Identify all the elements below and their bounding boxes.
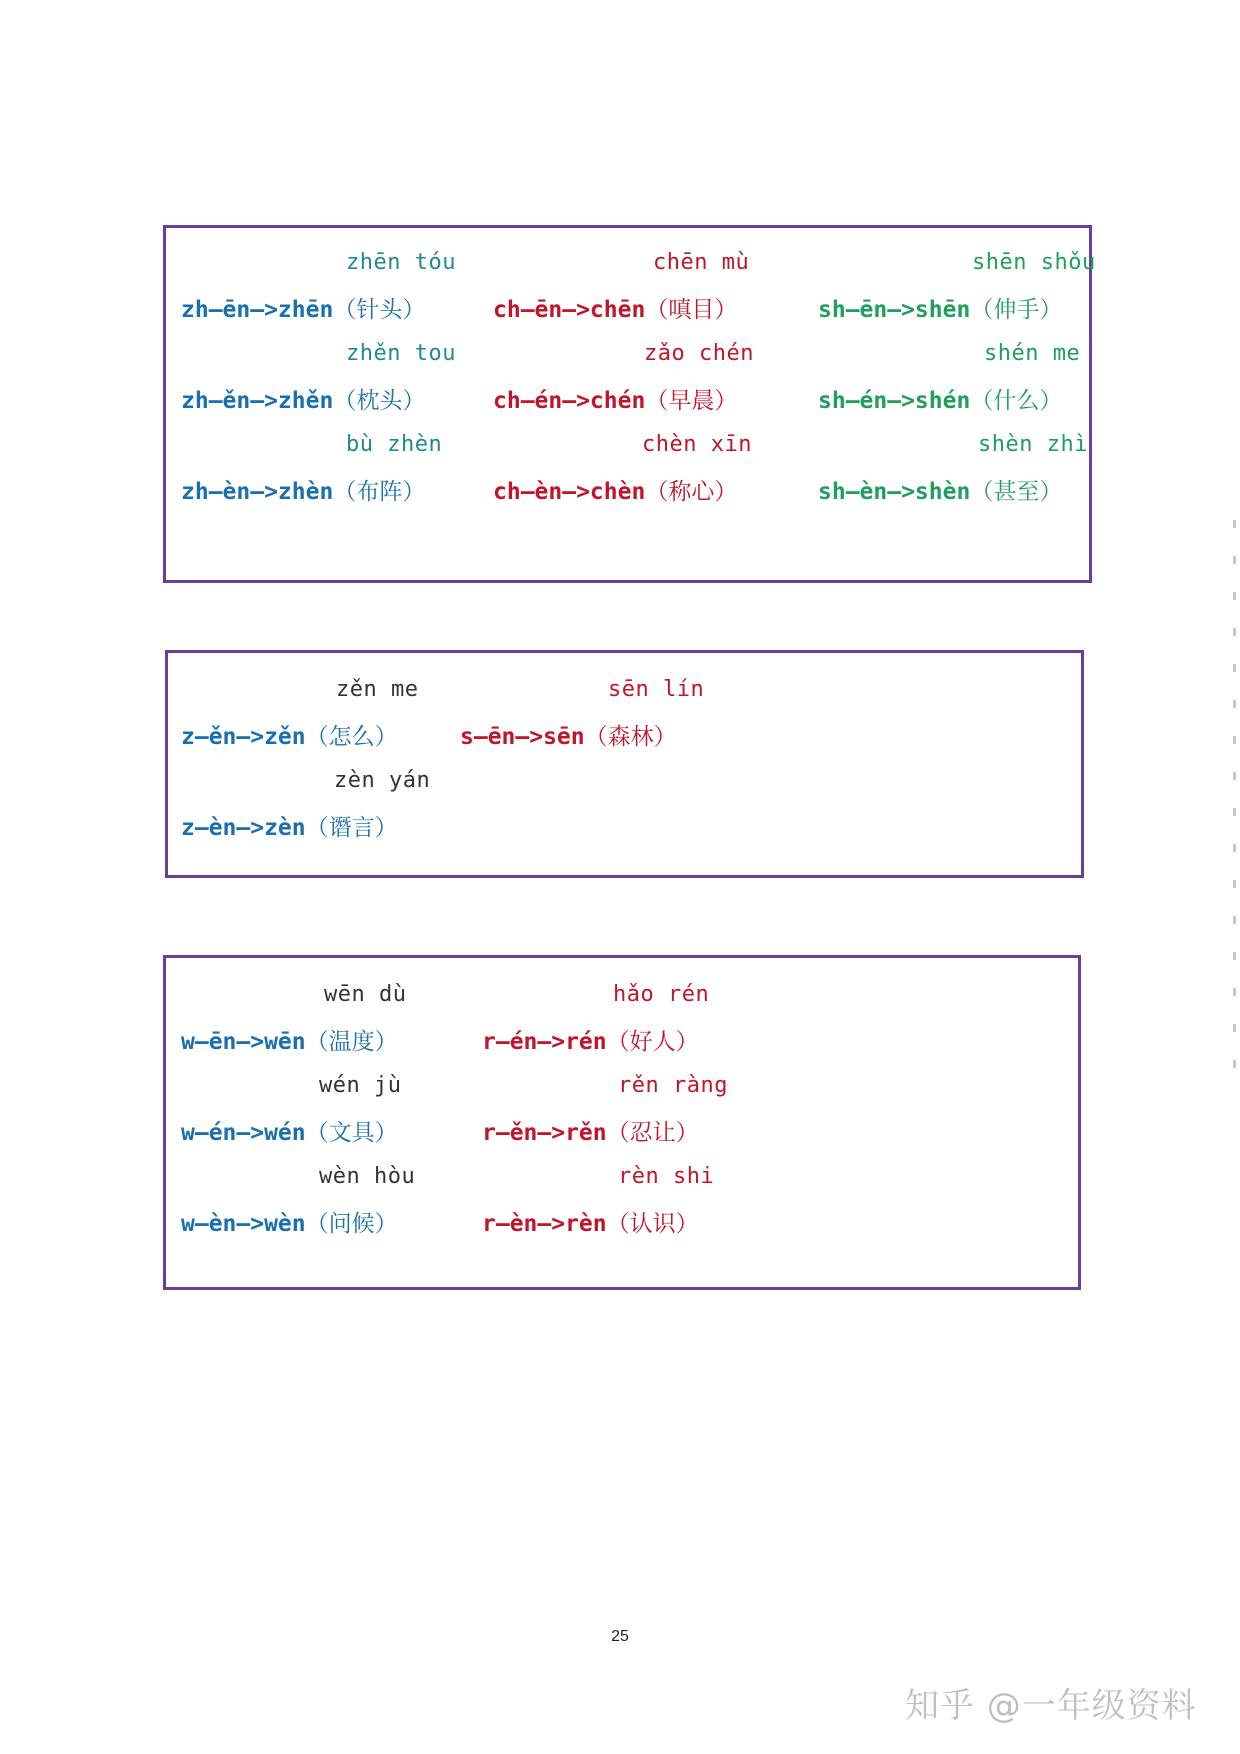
hanzi-word: （什么） [970, 388, 1063, 414]
spelling-word [818, 291, 1062, 324]
spelling-word [181, 382, 425, 415]
spelling-rule: zh—ēn—>zhēn [181, 297, 334, 323]
hanzi-word: （枕头） [333, 388, 426, 414]
pinyin-label: zhěn tou [346, 341, 456, 366]
spelling-word [818, 382, 1062, 415]
pinyin-label: bù zhèn [346, 432, 443, 457]
spelling-word [181, 473, 425, 506]
pinyin-box-z-s [165, 650, 1084, 878]
spelling-word [482, 1023, 699, 1056]
hanzi-word: （布阵） [333, 479, 426, 505]
page-number: 25 [611, 1628, 629, 1645]
hanzi-word: （嗔目） [645, 297, 738, 323]
spelling-rule: w—èn—>wèn [181, 1211, 306, 1237]
spelling-word [181, 1205, 398, 1238]
spelling-rule: zh—èn—>zhèn [181, 479, 334, 505]
hanzi-word: （认识） [606, 1211, 699, 1237]
spelling-word [460, 718, 677, 751]
watermark: 知乎 @一年级资料 [905, 1686, 1197, 1726]
spelling-rule: ch—ēn—>chēn [493, 297, 646, 323]
spelling-rule: w—én—>wén [181, 1120, 306, 1146]
spelling-word [493, 473, 737, 506]
hanzi-word: （忍让） [606, 1120, 699, 1146]
spelling-word [493, 382, 737, 415]
spelling-rule: sh—ēn—>shēn [818, 297, 971, 323]
spelling-word [181, 1023, 398, 1056]
hanzi-word: （好人） [606, 1029, 699, 1055]
pinyin-label: zhēn tóu [346, 250, 456, 275]
hanzi-word: （称心） [645, 479, 738, 505]
scan-edge-marks [1233, 520, 1236, 1080]
pinyin-label: zěn me [336, 677, 419, 702]
pinyin-label: shén me [984, 341, 1081, 366]
pinyin-box-w-r [163, 955, 1081, 1290]
spelling-word [181, 809, 398, 842]
hanzi-word: （早晨） [645, 388, 738, 414]
spelling-rule: sh—én—>shén [818, 388, 971, 414]
pinyin-label: wèn hòu [319, 1164, 416, 1189]
spelling-rule: z—ěn—>zěn [181, 724, 306, 750]
spelling-rule: z—èn—>zèn [181, 815, 306, 841]
pinyin-label: wén jù [319, 1073, 402, 1098]
hanzi-word: （文具） [305, 1120, 398, 1146]
spelling-rule: r—èn—>rèn [482, 1211, 607, 1237]
spelling-word [482, 1205, 699, 1238]
spelling-rule: r—ěn—>rěn [482, 1120, 607, 1146]
spelling-word [181, 291, 425, 324]
pinyin-label: zèn yán [334, 768, 431, 793]
pinyin-label: sēn lín [608, 677, 705, 702]
hanzi-word: （甚至） [970, 479, 1063, 505]
spelling-rule: zh—ěn—>zhěn [181, 388, 334, 414]
spelling-word [818, 473, 1062, 506]
pinyin-label: chēn mù [653, 250, 750, 275]
pinyin-label: shèn zhì [978, 432, 1088, 457]
spelling-word [181, 1114, 398, 1147]
hanzi-word: （怎么） [305, 724, 398, 750]
pinyin-box-zh-ch-sh [163, 225, 1096, 583]
spelling-rule: ch—èn—>chèn [493, 479, 646, 505]
pinyin-label: shēn shǒu [972, 250, 1096, 275]
spelling-rule: sh—èn—>shèn [818, 479, 971, 505]
hanzi-word: （温度） [305, 1029, 398, 1055]
pinyin-label: rèn shi [618, 1164, 715, 1189]
pinyin-label: wēn dù [324, 982, 407, 1007]
spelling-word [493, 291, 737, 324]
pinyin-label: hǎo rén [613, 982, 710, 1007]
spelling-rule: s—ēn—>sēn [460, 724, 585, 750]
spelling-word [482, 1114, 699, 1147]
hanzi-word: （谮言） [305, 815, 398, 841]
pinyin-label: zǎo chén [644, 341, 754, 366]
hanzi-word: （森林） [584, 724, 677, 750]
spelling-rule: r—én—>rén [482, 1029, 607, 1055]
spelling-rule: w—ēn—>wēn [181, 1029, 306, 1055]
pinyin-label: chèn xīn [642, 432, 752, 457]
spelling-rule: ch—én—>chén [493, 388, 646, 414]
hanzi-word: （伸手） [970, 297, 1063, 323]
spelling-word [181, 718, 398, 751]
pinyin-label: rěn ràng [618, 1073, 728, 1098]
hanzi-word: （问候） [305, 1211, 398, 1237]
hanzi-word: （针头） [333, 297, 426, 323]
